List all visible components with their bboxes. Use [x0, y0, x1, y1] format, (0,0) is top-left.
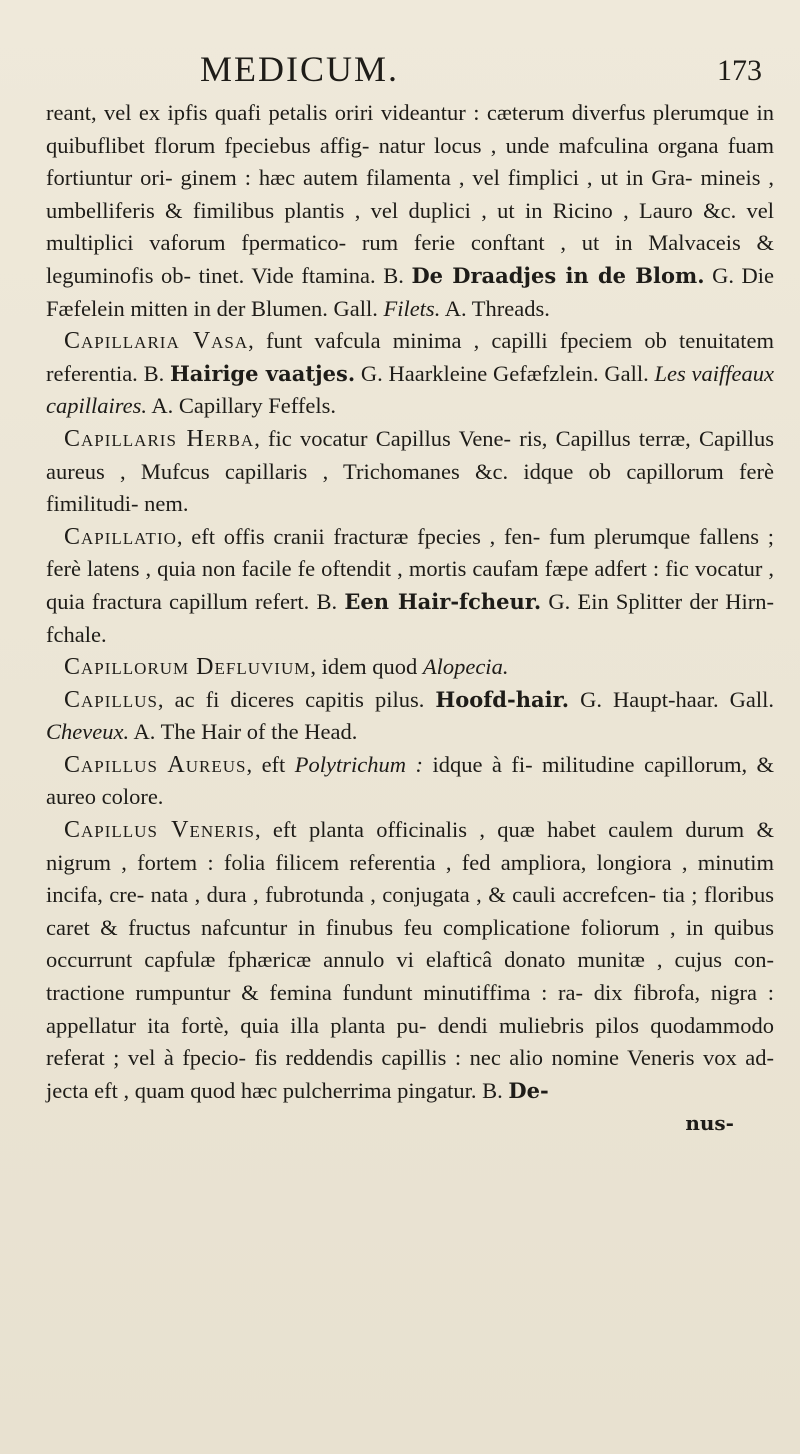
entry-headword: Capillus Aureus: [64, 751, 247, 778]
entry-definition: , eft: [246, 751, 286, 777]
dutch-term: Hoofd-hair.: [435, 686, 570, 712]
entry-continuation-text: reant, vel ex ipfis quafi petalis oriri videantur : cæterum diverfus plerumque in quibuflibet florum fpeciebus affig- natur locus , unde mafculina organa fuam fortiuntur ori- ginem : hæc autem filamenta , vel fimplici , ut in Gra- mineis , umbelliferis & fimilibus plantis , vel duplici , ut in Ricino , Lauro &c. vel multiplici vaforum fpermatico- rum ferie conftant , ut in Malvaceis & leguminofis ob- tinet. Vide ftamina. B.: [46, 100, 774, 288]
catchword: nus-: [685, 1111, 734, 1136]
german-term: G. Haarkleine Gefæfzlein. Gall.: [360, 360, 649, 386]
entry-definition: , fic vocatur Capillus Vene- ris, Capillus terræ, Capillus aureus , Mufcus capillaris , Trichomanes &c. idque ob capillorum ferè fimilitudi- nem.: [46, 425, 774, 517]
running-title: MEDICUM.: [200, 49, 400, 89]
entry-capillus-veneris: [46, 814, 774, 1107]
page-number: 173: [717, 54, 762, 87]
dutch-term: Een Hair-fcheur.: [344, 588, 542, 614]
entry-headword: Capillus: [64, 686, 158, 713]
german-term: G. Die Fæfelein mitten in der Blumen. Gall.: [46, 262, 774, 321]
entry-capillus-aureus: [46, 749, 774, 814]
entry-definition: , eft planta officinalis , quæ habet caulem durum & nigrum , fortem : folia filicem referentia , fed ampliora, longiora , minutim incifa, cre- nata , dura , fubrotunda , conjugata , & cauli accrefcen- tia ; floribus caret & fructus nafcuntur in finubus feu complicatione foliorum , in quibus occurrunt capfulæ fphæricæ annulo vi elafticâ donato munitæ , cujus con- tractione rumpuntur & femina fundunt minutiffima : ra- dix fibrofa, nigra : appellatur ita fortè, quia illa planta pu- dendi muliebris pilos quodammodo referat ; vel à fpecio- fis reddendis capillis : nec alio nomine Veneris vox ad- jecta eft , quam quod hæc pulcherrima pingatur. B.: [46, 817, 774, 1103]
english-term: A. Threads.: [444, 295, 550, 321]
dutch-term: De-: [508, 1077, 549, 1103]
german-term: G. Ein Splitter der Hirn-fchale.: [46, 588, 775, 647]
entry-capillus: [46, 684, 774, 749]
entry-headword: Capillaris Herba: [64, 425, 255, 452]
german-term: G. Haupt-haar. Gall.: [580, 686, 775, 712]
french-term: Les vaiffeaux capillaires.: [46, 360, 774, 419]
page-header: [0, 44, 800, 94]
entry-definition: , eft offis cranii fracturæ fpecies , fen- fum plerumque fallens ; ferè latens , quia non facile fe oftendit , mortis caufam fæpe adfert : fic vocatur , quia fractura capillum refert. B.: [46, 523, 774, 614]
entry-capillaris-herba: [46, 423, 774, 521]
entry-capillatio: [46, 521, 774, 651]
entry-definition: , funt vafcula minima , capilli fpeciem ob tenuitatem referentia. B.: [46, 328, 774, 386]
dutch-term: De Draadjes in de Blom.: [411, 262, 705, 288]
entry-headword: Capillatio: [64, 523, 177, 550]
entry-definition-end: idque à fi- militudine capillorum, & aureo colore.: [46, 751, 775, 810]
french-term: Filets.: [383, 295, 441, 321]
entry-definition: , idem quod: [310, 654, 418, 680]
cross-reference: Alopecia.: [422, 654, 509, 680]
entry-capillorum-defluvium: [46, 651, 774, 684]
english-term: A. Capillary Feffels.: [151, 393, 336, 419]
cross-reference: Polytrichum :: [294, 751, 423, 777]
entry-headword: Capillus Veneris: [64, 817, 255, 844]
entry-capillaria-vasa: [46, 325, 774, 423]
entry-continuation: [46, 97, 774, 325]
entry-headword: Capillaria Vasa: [64, 328, 249, 355]
body-text: [46, 97, 774, 1140]
dutch-term: Hairige vaatjes.: [169, 360, 356, 386]
french-term: Cheveux.: [46, 719, 130, 745]
english-term: A. The Hair of the Head.: [133, 719, 358, 745]
entry-headword: Capillorum Defluvium: [64, 654, 311, 681]
entry-definition: , ac fi diceres capitis pilus.: [157, 686, 425, 712]
